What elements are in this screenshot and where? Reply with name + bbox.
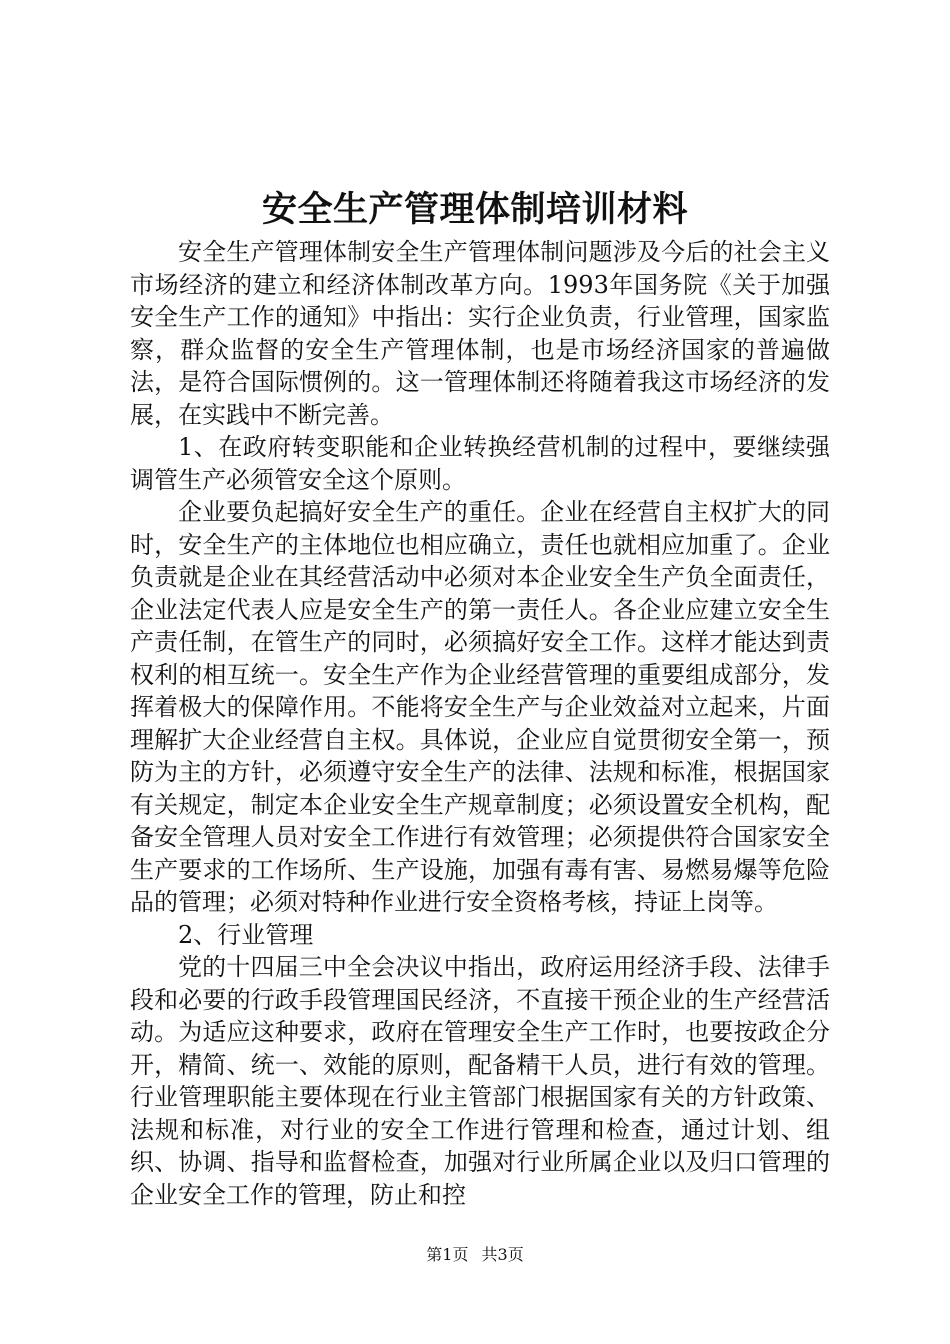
page-total: 共3页	[481, 1245, 524, 1264]
page-number: 第1页	[426, 1245, 469, 1264]
paragraph-intro: 安全生产管理体制安全生产管理体制问题涉及今后的社会主义市场经济的建立和经济体制改革方向。1993年国务院《关于加强安全生产工作的通知》中指出：实行企业负责，行业管理，国家监察，群众监督的安全生产管理体制，也是市场经济国家的普遍做法，是符合国际惯例的。这一管理体制还将随着我这市场经济的发展，在实践中不断完善。	[130, 238, 830, 429]
paragraph-section-1-heading: 1、在政府转变职能和企业转换经营机制的过程中，要继续强调管生产必须管安全这个原则。	[130, 433, 830, 494]
document-title: 安全生产管理体制培训材料	[261, 189, 688, 230]
paragraph-industry-management: 党的十四届三中全会决议中指出，政府运用经济手段、法律手段和必要的行政手段管理国民经济，不直接干预企业的生产经营活动。为适应这种要求，政府在管理安全生产工作时，也要按政企分开，精简、统一、效能的原则，配备精干人员，进行有效的管理。行业管理职能主要体现在行业主管部门根据国家有关的方针政策、法规和标准，对行业的安全工作进行管理和检查，通过计划、组织、协调、指导和监督检查，加强对行业所属企业以及归口管理的企业安全工作的管理，防止和控	[130, 953, 830, 1209]
paragraph-enterprise-responsibility: 企业要负起搞好安全生产的重任。企业在经营自主权扩大的同时，安全生产的主体地位也相应确立，责任也就相应加重了。企业负责就是企业在其经营活动中必须对本企业安全生产负全面责任，企业法定代表人应是安全生产的第一责任人。各企业应建立安全生产责任制，在管生产的同时，必须搞好安全工作。这样才能达到责权利的相互统一。安全生产作为企业经营管理的重要组成部分，发挥着极大的保障作用。不能将安全生产与企业效益对立起来，片面理解扩大企业经营自主权。具体说，企业应自觉贯彻安全第一，预防为主的方针，必须遵守安全生产的法律、法规和标准，根据国家有关规定，制定本企业安全生产规章制度；必须设置安全机构，配备安全管理人员对安全工作进行有效管理；必须提供符合国家安全生产要求的工作场所、生产设施，加强有毒有害、易燃易爆等危险品的管理；必须对特种作业进行安全资格考核，持证上岗等。	[130, 498, 830, 916]
document-body	[130, 236, 830, 1211]
paragraph-section-2-heading: 2、行业管理	[178, 920, 314, 949]
page-footer	[0, 1244, 950, 1266]
